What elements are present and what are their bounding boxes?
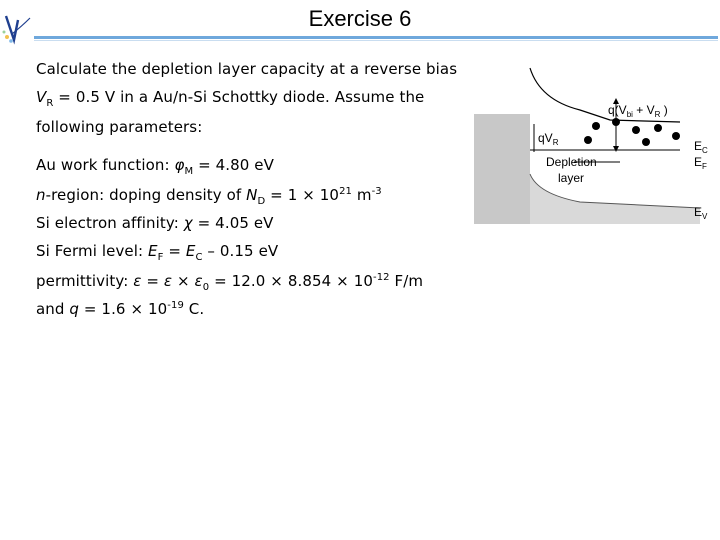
- doping-exponent: 21: [339, 186, 352, 197]
- band-diagram: [470, 60, 720, 240]
- electron: [592, 122, 600, 130]
- ec-symbol: E: [185, 242, 196, 260]
- param-permittivity: [36, 272, 423, 293]
- eps-symbol: ε: [133, 272, 142, 290]
- q-symbol: q: [69, 300, 80, 318]
- ef-subscript: F: [157, 252, 164, 263]
- electron: [642, 138, 650, 146]
- problem-line-3: following parameters:: [36, 118, 203, 136]
- perm-exponent: -12: [372, 272, 390, 283]
- charge-exponent: -19: [167, 300, 184, 311]
- perm-equals: =: [141, 272, 164, 290]
- fermi-equals: =: [163, 242, 186, 260]
- depletion-label-line1: Depletion: [546, 155, 597, 169]
- problem-line-1: Calculate the depletion layer capacity at a reverse bias: [36, 60, 458, 78]
- workfunction-label: Au work function:: [36, 156, 175, 174]
- vr-subscript: R: [46, 98, 54, 109]
- ef-label: $E_F$: [694, 155, 707, 171]
- eps-r-symbol: ε: [163, 272, 173, 290]
- charge-value: = 1.6 × 10: [79, 300, 168, 318]
- problem-line-2: [36, 88, 424, 109]
- title-divider-shadow: [34, 40, 718, 41]
- n-prefix: n: [36, 186, 46, 204]
- nd-symbol: N: [246, 186, 258, 204]
- charge-label: and: [36, 300, 70, 318]
- param-affinity: [36, 214, 274, 232]
- ec-label: $E_C$: [694, 139, 708, 155]
- ef-symbol: E: [148, 242, 158, 260]
- nd-subscript: D: [257, 196, 266, 207]
- workfunction-value: = 4.80 eV: [193, 156, 274, 174]
- fermi-label: Si Fermi level:: [36, 242, 149, 260]
- doping-unit: m: [352, 186, 372, 204]
- eps-0-symbol: ε: [194, 272, 203, 290]
- perm-unit: F/m: [389, 272, 424, 290]
- phi-symbol: φ: [174, 156, 185, 174]
- electron: [584, 136, 592, 144]
- electron: [672, 132, 680, 140]
- chi-symbol: χ: [183, 214, 193, 232]
- electrons: [584, 118, 680, 146]
- electron: [632, 126, 640, 134]
- electron: [612, 118, 620, 126]
- eps-0-subscript: 0: [202, 282, 210, 293]
- affinity-label: Si electron affinity:: [36, 214, 184, 232]
- depletion-label-line2: layer: [558, 171, 585, 185]
- param-charge: [36, 300, 204, 318]
- ec-subscript: C: [195, 252, 203, 263]
- perm-value: = 12.0 × 8.854 × 10: [209, 272, 373, 290]
- semiconductor-valence-region: [530, 174, 700, 224]
- perm-label: permittivity:: [36, 272, 134, 290]
- param-doping: [36, 186, 382, 207]
- title-divider: [34, 36, 718, 39]
- affinity-value: = 4.05 eV: [192, 214, 274, 232]
- doping-label: -region: doping density of: [45, 186, 247, 204]
- perm-times: ×: [172, 272, 195, 290]
- phi-subscript: M: [184, 166, 194, 177]
- param-fermi: [36, 242, 278, 263]
- fermi-value: – 0.15 eV: [202, 242, 279, 260]
- barrier-label: $q(V_{bi} + V_R$ ): [608, 103, 668, 119]
- doping-value: = 1 × 10: [265, 186, 340, 204]
- barrier-arrow-head-bottom: [613, 146, 619, 152]
- electron: [654, 124, 662, 132]
- slide-title: Exercise 6: [308, 6, 412, 31]
- metal-region: [474, 114, 530, 224]
- charge-unit: C.: [183, 300, 205, 318]
- qvr-label: $qV_R$: [538, 131, 559, 147]
- ev-label: $E_V$: [694, 205, 708, 221]
- problem-line-2-text: = 0.5 V in a Au/n-Si Schottky diode. Assume the: [53, 88, 425, 106]
- vr-symbol: V: [36, 88, 47, 106]
- doping-unit-exponent: -3: [371, 186, 382, 197]
- param-workfunction: [36, 156, 274, 177]
